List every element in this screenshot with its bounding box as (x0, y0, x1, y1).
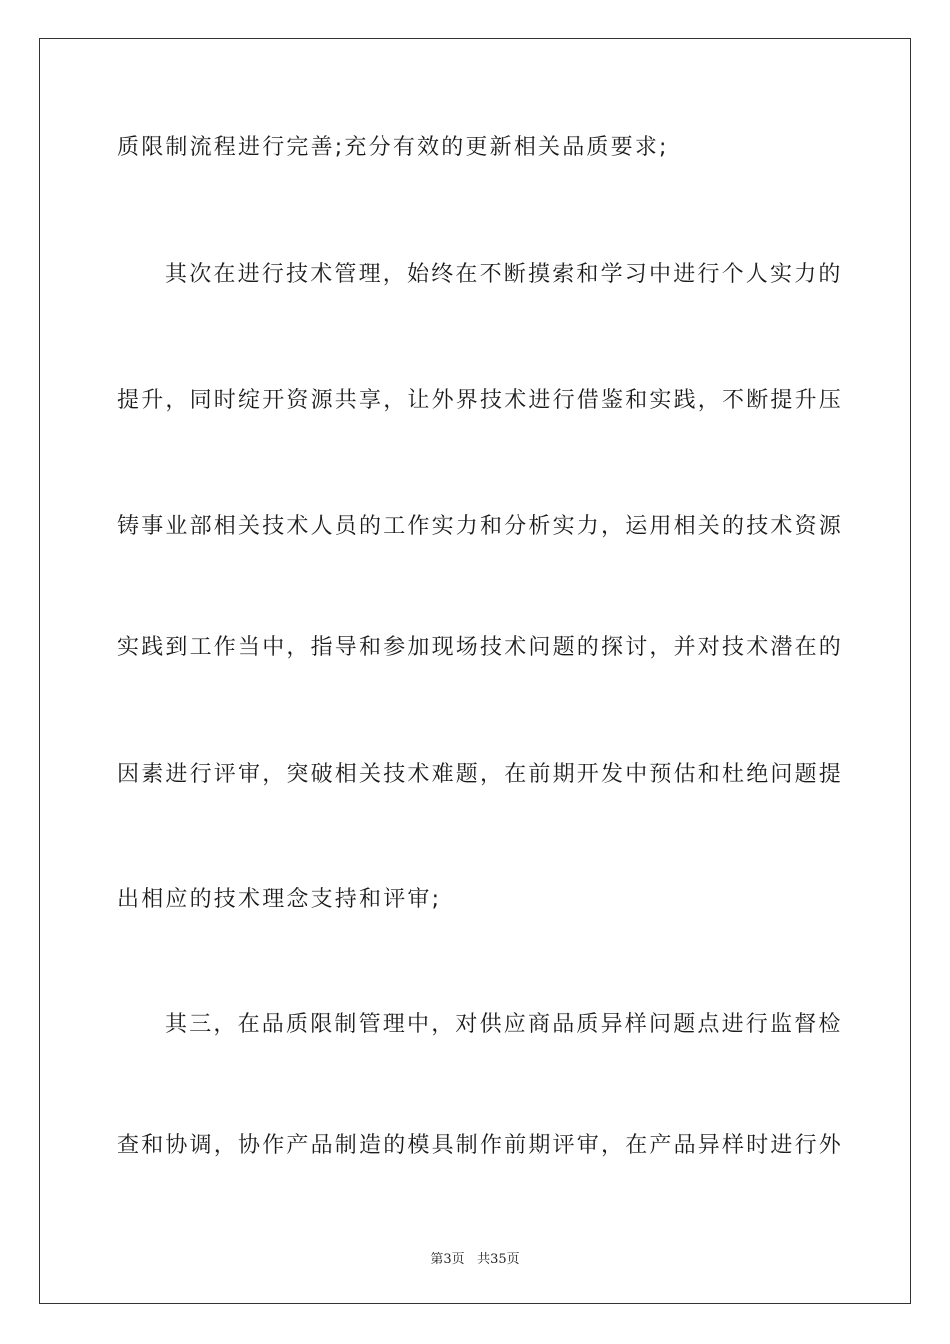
paragraph-line: 实践到工作当中，指导和参加现场技术问题的探讨，并对技术潜在的 (117, 635, 844, 660)
paragraph-line: 铸事业部相关技术人员的工作实力和分析实力，运用相关的技术资源 (117, 514, 844, 539)
page-number-footer (0, 1248, 950, 1267)
current-page-label: 第3页 (430, 1252, 465, 1267)
paragraph-line: 质限制流程进行完善;充分有效的更新相关品质要求; (117, 135, 669, 160)
paragraph-line: 因素进行评审，突破相关技术难题，在前期开发中预估和杜绝问题提 (117, 762, 844, 787)
paragraph-line: 其次在进行技术管理，始终在不断摸索和学习中进行个人实力的 (165, 262, 843, 287)
paragraph-line: 查和协调，协作产品制造的模具制作前期评审，在产品异样时进行外 (117, 1133, 844, 1158)
paragraph-line: 其三，在品质限制管理中，对供应商品质异样问题点进行监督检 (165, 1012, 843, 1037)
paragraph-line: 提升，同时绽开资源共享，让外界技术进行借鉴和实践，不断提升压 (117, 388, 844, 413)
paragraph-line: 出相应的技术理念支持和评审; (117, 887, 442, 912)
page-border (39, 38, 911, 1304)
total-pages-label: 共35页 (477, 1252, 520, 1267)
